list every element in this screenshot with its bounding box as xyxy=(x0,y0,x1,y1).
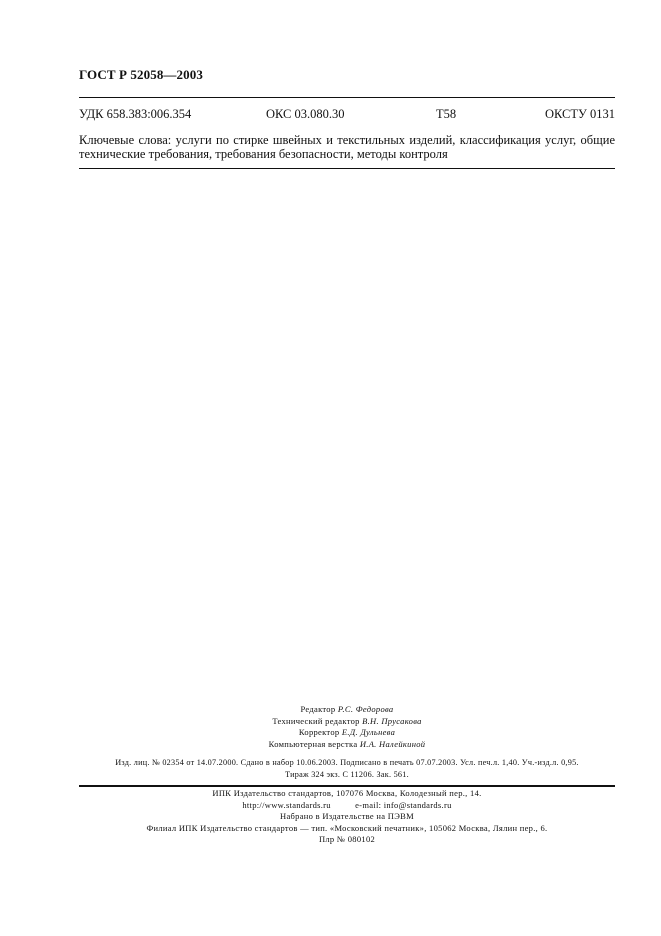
keywords-line-2: технические требования, требования безопасности, методы контроля xyxy=(79,147,448,161)
licence-line-1: Изд. лиц. № 02354 от 14.07.2000. Сдано в набор 10.06.2003. Подписано в печать 07.07.2003. Усл. печ.л. 1,40. Уч.-изд.л. 0,95. xyxy=(115,758,579,767)
staff-person: Р.С. Федорова xyxy=(337,704,394,714)
printing-house: Филиал ИПК Издательство стандартов — тип. «Московский печатник», 105062 Москва, Лялин пер., 6. xyxy=(146,822,548,833)
staff-line xyxy=(79,704,615,716)
classification-row xyxy=(79,107,615,123)
staff-line xyxy=(79,739,615,751)
staff-credits xyxy=(79,704,615,750)
staff-line xyxy=(79,716,615,728)
keywords-line-1: Ключевые слова: услуги по стирке швейных и текстильных изделий, классификация услуг, общие xyxy=(79,133,615,147)
staff-person: В.Н. Прусакова xyxy=(362,715,422,726)
staff-person: Е.Д. Дульнева xyxy=(341,727,396,737)
oks-code: ОКС 03.080.30 xyxy=(266,107,345,121)
licence-line-2: Тираж 324 экз. С 11206. Зак. 561. xyxy=(285,769,409,779)
print-licence xyxy=(79,757,615,780)
okp-code: Т58 xyxy=(436,107,457,121)
okstu-code: ОКСТУ 0131 xyxy=(544,107,615,121)
document-code: ГОСТ Р 52058—2003 xyxy=(79,67,203,82)
publisher-contacts xyxy=(79,800,615,812)
publisher-website: http://www.standards.ru xyxy=(242,799,331,810)
staff-line xyxy=(79,727,615,739)
staff-role: Компьютерная верстка xyxy=(268,738,358,749)
publisher-info xyxy=(79,788,615,846)
top-divider xyxy=(79,97,615,98)
publisher-divider xyxy=(79,785,615,787)
publisher-email: e-mail: info@standards.ru xyxy=(355,799,452,810)
staff-role: Редактор xyxy=(300,704,336,714)
typesetting-note: Набрано в Издательстве на ПЭВМ xyxy=(280,811,414,821)
staff-role: Технический редактор xyxy=(272,715,360,726)
keywords-paragraph xyxy=(79,133,615,161)
keywords-divider xyxy=(79,168,615,169)
udk-code: УДК 658.383:006.354 xyxy=(79,107,192,121)
printing-licence: Плр № 080102 xyxy=(318,834,376,844)
staff-role: Корректор xyxy=(298,727,340,737)
staff-person: И.А. Налейкиной xyxy=(359,738,426,749)
publisher-address: ИПК Издательство стандартов, 107076 Москва, Колодезный пер., 14. xyxy=(212,788,482,798)
